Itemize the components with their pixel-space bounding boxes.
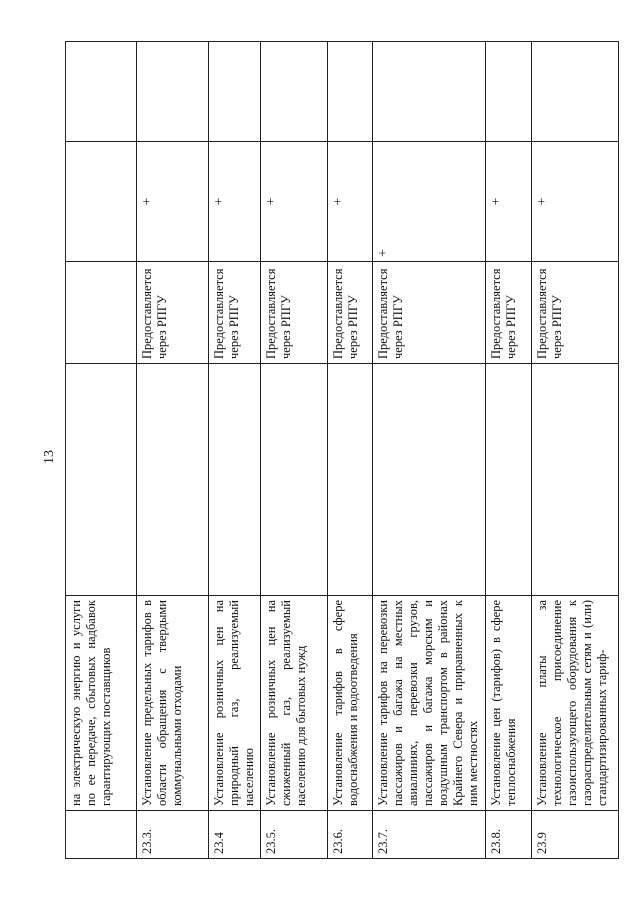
- empty-cell: [137, 42, 209, 142]
- empty-cell: [328, 42, 373, 142]
- empty-cell: [137, 364, 209, 596]
- empty-cell: [328, 364, 373, 596]
- empty-cell: [373, 42, 486, 142]
- table-row: [209, 42, 261, 859]
- provision-cell: Предоставляется через РПГУ: [373, 262, 486, 364]
- table-row: [328, 42, 373, 859]
- mark-cell: +: [486, 142, 532, 262]
- mark-cell: +: [532, 142, 619, 262]
- table-row: [66, 42, 137, 859]
- row-number: 23.8.: [486, 811, 532, 859]
- row-number: 23.3.: [137, 811, 209, 859]
- mark-cell: +: [373, 142, 486, 262]
- row-number: 23.5.: [261, 811, 328, 859]
- table-row: [373, 42, 486, 859]
- table-row: [486, 42, 532, 859]
- row-number: [66, 811, 137, 859]
- empty-cell: [209, 364, 261, 596]
- service-name: Установление розничных цен на природный газ, реализуемый населению: [209, 596, 261, 811]
- empty-cell: [532, 364, 619, 596]
- table-row: [261, 42, 328, 859]
- mark-cell: +: [209, 142, 261, 262]
- empty-cell: [66, 364, 137, 596]
- service-name: Установление предельных тарифов в области обращения с твердыми коммунальными отходами: [137, 596, 209, 811]
- provision-cell: Предоставляется через РПГУ: [261, 262, 328, 364]
- mark-cell: +: [137, 142, 209, 262]
- table-wrapper: [65, 42, 610, 859]
- service-name: Установление цен (тарифов) в сфере теплоснабжения: [486, 596, 532, 811]
- empty-cell: [261, 42, 328, 142]
- services-table: [65, 41, 619, 859]
- empty-cell: [486, 42, 532, 142]
- empty-cell: [532, 42, 619, 142]
- provision-cell: Предоставляется через РПГУ: [532, 262, 619, 364]
- empty-cell: [486, 364, 532, 596]
- provision-cell: [66, 262, 137, 364]
- row-number: 23.7.: [373, 811, 486, 859]
- empty-cell: [209, 42, 261, 142]
- provision-cell: Предоставляется через РПГУ: [209, 262, 261, 364]
- empty-cell: [261, 364, 328, 596]
- service-name: Установление тарифов в сфере водоснабжения и водоотведения: [328, 596, 373, 811]
- row-number: 23.6.: [328, 811, 373, 859]
- empty-cell: [373, 364, 486, 596]
- page-number: 13: [42, 450, 57, 464]
- row-number: 23.4: [209, 811, 261, 859]
- mark-cell: [66, 142, 137, 262]
- row-number: 23.9: [532, 811, 619, 859]
- service-name: Установление платы за технологическое присоединение газоиспользующего оборудования к газораспределительным сетям и (или) стандартизированных тариф-: [532, 596, 619, 811]
- mark-cell: +: [261, 142, 328, 262]
- service-name: Установление розничных цен на сжиженный газ, реализуемый населению для бытовых нужд: [261, 596, 328, 811]
- empty-cell: [66, 42, 137, 142]
- mark-cell: +: [328, 142, 373, 262]
- provision-cell: Предоставляется через РПГУ: [486, 262, 532, 364]
- table-row: [137, 42, 209, 859]
- provision-cell: Предоставляется через РПГУ: [328, 262, 373, 364]
- table-row: [532, 42, 619, 859]
- rotated-page: [65, 42, 610, 859]
- provision-cell: Предоставляется через РПГУ: [137, 262, 209, 364]
- service-name: Установление тарифов на перевозки пассажиров и багажа на местных авиалиниях, перевозки грузов, пассажиров и багажа морским и воздушным транспортом в районах Крайнего Севера и приравненных к ним местностях: [373, 596, 486, 811]
- service-name: на электрическую энергию и услуги по ее передаче, сбытовых надбавок гарантирующих поставщиков: [66, 596, 137, 811]
